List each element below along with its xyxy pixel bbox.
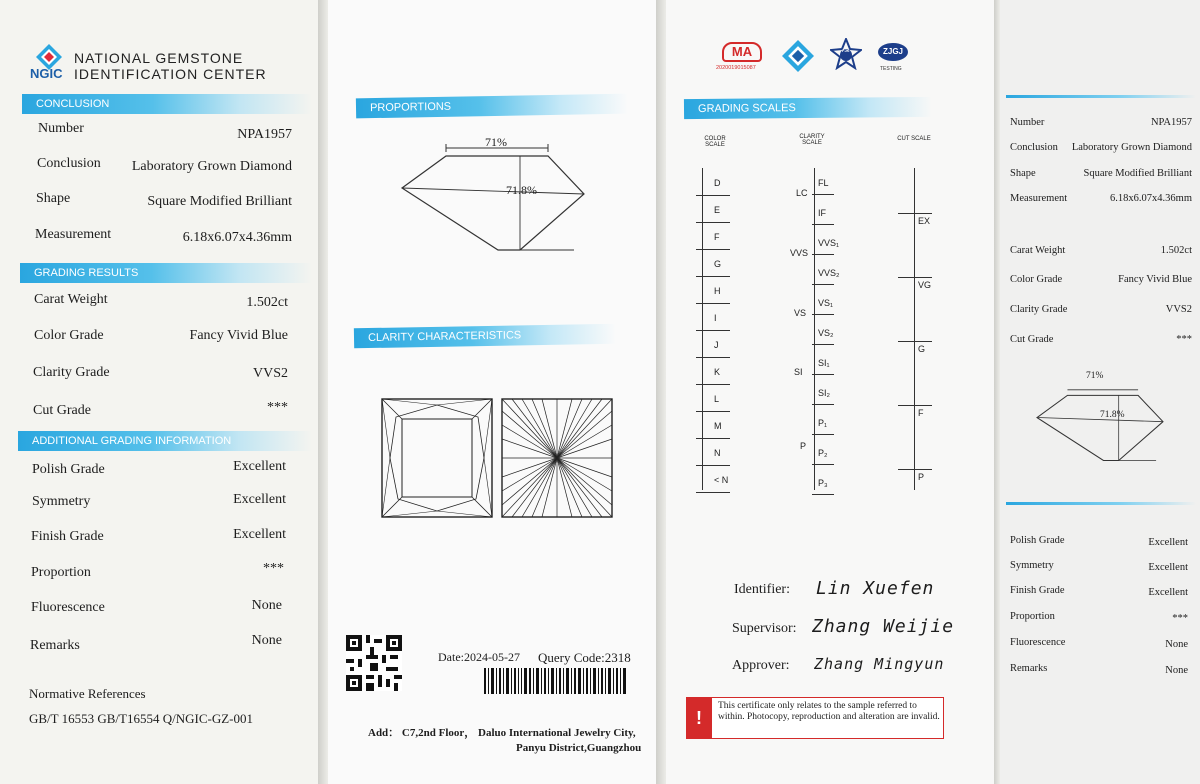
color-scale-tick: [696, 303, 730, 304]
shape-label: Shape: [36, 191, 71, 206]
clarity-scale-grade: P₃: [818, 478, 828, 488]
summary-bar-bottom: [1006, 502, 1196, 505]
fluorescence-value: None: [251, 598, 282, 613]
table-percent: 71%: [485, 135, 507, 149]
approver-signature: Zhang Mingyun: [814, 655, 945, 673]
clarity-scale-line: [814, 168, 815, 490]
color-scale-grade: K: [714, 367, 721, 377]
remarks-value: None: [251, 633, 282, 648]
color-scale-tick: [696, 465, 730, 466]
color-scale-line: [702, 168, 703, 490]
summary-label: Fluorescence: [1010, 637, 1066, 648]
cma-logo-icon: MA: [722, 42, 762, 62]
normative-text: GB/T 16553 GB/T16554 Q/NGIC-GZ-001: [29, 711, 254, 726]
carat-label: Carat Weight: [34, 292, 108, 307]
grading-results-banner: GRADING RESULTS: [20, 263, 312, 283]
summary-value: Excellent: [1148, 562, 1188, 573]
summary-value: ***: [1172, 613, 1188, 624]
shape-value: Square Modified Brilliant: [147, 194, 292, 209]
color-scale-grade: M: [714, 421, 722, 431]
color-scale-grade: L: [714, 394, 720, 404]
supervisor-signature: Zhang Weijie: [812, 616, 955, 637]
clarity-scale-grade: SI₂: [818, 388, 830, 398]
summary-label: Measurement: [1010, 193, 1068, 204]
summary-value: Laboratory Grown Diamond: [1071, 142, 1192, 153]
fjk-star-icon: [830, 38, 862, 70]
color-scale-grade: J: [714, 340, 719, 350]
summary-label: Carat Weight: [1010, 245, 1066, 256]
cut-scale-head: CUT SCALE: [897, 136, 931, 142]
query-code: Query Code:2318: [538, 650, 631, 665]
summary-value: None: [1165, 665, 1188, 676]
color-scale-tick: [696, 330, 730, 331]
clarity-scale-head: CLARITY SCALE: [799, 134, 825, 146]
cma-number: 2020019015087: [716, 65, 756, 71]
cut-scale-grade: P: [918, 472, 925, 482]
ngic-logo-icon: [782, 40, 814, 72]
summary-label: Cut Grade: [1010, 334, 1054, 345]
color-scale-grade: I: [714, 313, 717, 323]
cut-scale-tick: [898, 277, 932, 278]
color-scale-tick: [696, 222, 730, 223]
clarity-scale-tick: [812, 434, 834, 435]
clarity-scale-grade: VS₂: [818, 328, 834, 338]
clarity-scale-tick: [812, 314, 834, 315]
org-name-line1: NATIONAL GEMSTONE: [74, 50, 244, 66]
summary-label: Conclusion: [1010, 142, 1058, 153]
color-scale-grade: F: [714, 232, 720, 242]
cut-grade-label: Cut Grade: [33, 403, 91, 418]
cut-scale-grade: VG: [918, 280, 932, 290]
number-value: NPA1957: [237, 127, 292, 142]
clarity-characteristics-banner: CLARITY CHARACTERISTICS: [354, 324, 616, 349]
summary-value: Square Modified Brilliant: [1083, 168, 1192, 179]
middle-left-panel: [328, 0, 658, 784]
approver-label: Approver:: [732, 658, 790, 673]
summary-label: Clarity Grade: [1010, 304, 1068, 315]
color-scale-tick: [696, 276, 730, 277]
clarity-scale-grade: P₂: [818, 448, 828, 458]
supervisor-label: Supervisor:: [732, 621, 797, 636]
additional-info-banner: ADDITIONAL GRADING INFORMATION: [18, 431, 312, 451]
color-scale-tick: [696, 195, 730, 196]
cut-grade-value: ***: [267, 400, 288, 415]
clarity-scale-grade: P₁: [818, 418, 828, 428]
warning-icon: !: [686, 697, 712, 739]
clarity-scale-grade: VS₁: [818, 298, 834, 308]
left-panel: [0, 0, 318, 784]
finish-label: Finish Grade: [31, 529, 104, 544]
clarity-scale-tick: [812, 404, 834, 405]
summary-value: NPA1957: [1150, 117, 1192, 128]
fluorescence-label: Fluorescence: [31, 600, 105, 615]
clarity-scale-grade: IF: [818, 208, 826, 218]
grading-scales-banner: GRADING SCALES: [684, 97, 932, 119]
clarity-group-vvs: VVS: [790, 248, 809, 258]
summary-value: VVS2: [1165, 304, 1192, 315]
color-scale-tick: [696, 249, 730, 250]
notice-text: This certificate only relates to the sample referred to within. Photocopy, reproduction and alteration are invalid.: [718, 701, 940, 722]
right-summary-panel: [1000, 0, 1200, 784]
fjk-label: FJK: [842, 48, 850, 53]
conclusion-value: Laboratory Grown Diamond: [131, 159, 292, 174]
summary-label: Symmetry: [1010, 560, 1054, 571]
cut-scale-line: [914, 168, 915, 490]
org-name-line2: IDENTIFICATION CENTER: [74, 66, 267, 82]
depth-percent: 71.8%: [506, 183, 537, 197]
clarity-group-vs: VS: [794, 308, 807, 318]
measurement-label: Measurement: [35, 227, 112, 242]
summary-bar-top: [1006, 95, 1196, 98]
summary-value: 6.18x6.07x4.36mm: [1110, 193, 1192, 204]
cut-scale-tick: [898, 213, 932, 214]
clarity-scale-grade: SI₁: [818, 358, 830, 368]
color-scale-tick: [696, 384, 730, 385]
testing-label: TESTING: [880, 66, 902, 72]
identifier-signature: Lin Xuefen: [816, 578, 935, 599]
color-scale-grade: < N: [714, 475, 729, 485]
fold-line: [656, 0, 666, 784]
number-label: Number: [38, 121, 84, 136]
finish-value: Excellent: [233, 527, 286, 542]
issue-date: Date:2024-05-27: [438, 650, 520, 664]
clarity-scale-tick: [812, 284, 834, 285]
color-scale-grade: G: [714, 259, 722, 269]
summary-table-percent: 71%: [1086, 371, 1104, 381]
clarity-scale-tick: [812, 224, 834, 225]
summary-label: Number: [1010, 117, 1045, 128]
address-line2: Panyu District,Guangzhou: [516, 742, 642, 754]
pavilion-plot-diagram: [500, 397, 614, 519]
color-scale-grade: N: [714, 448, 721, 458]
polish-label: Polish Grade: [32, 462, 105, 477]
middle-right-panel: [666, 0, 996, 784]
color-scale-grade: E: [714, 205, 721, 215]
clarity-scale-tick: [812, 464, 834, 465]
summary-depth-percent: 71.8%: [1100, 410, 1125, 420]
org-abbr: NGIC: [30, 66, 63, 81]
clarity-scale-tick: [812, 494, 834, 495]
measurement-value: 6.18x6.07x4.36mm: [182, 230, 292, 245]
color-scale-tick: [696, 492, 730, 493]
identifier-label: Identifier:: [734, 582, 790, 597]
summary-value: Excellent: [1148, 537, 1188, 548]
symmetry-label: Symmetry: [32, 494, 91, 509]
fold-line: [318, 0, 328, 784]
clarity-grade-value: VVS2: [252, 366, 288, 381]
cut-scale-grade: F: [918, 408, 924, 418]
carat-value: 1.502ct: [246, 295, 288, 310]
clarity-group-lc: LC: [796, 188, 808, 198]
clarity-grade-label: Clarity Grade: [33, 365, 110, 380]
remarks-label: Remarks: [30, 638, 80, 653]
color-scale-tick: [696, 357, 730, 358]
polish-value: Excellent: [233, 459, 286, 474]
color-scale-grade: H: [714, 286, 721, 296]
summary-value: ***: [1176, 334, 1192, 345]
cut-scale-tick: [898, 405, 932, 406]
summary-value: Excellent: [1148, 587, 1188, 598]
clarity-scale-tick: [812, 374, 834, 375]
summary-label: Remarks: [1010, 663, 1048, 674]
address-line1: Add： C7,2nd Floor， Daluo International Jewelry City,: [368, 727, 636, 739]
conclusion-label: Conclusion: [37, 156, 101, 171]
summary-label: Polish Grade: [1010, 535, 1065, 546]
clarity-scale-tick: [812, 254, 834, 255]
proportion-value: ***: [263, 561, 284, 576]
clarity-scale-grade: VVS₂: [818, 268, 840, 278]
clarity-scale-grade: FL: [818, 178, 829, 188]
proportions-banner: PROPORTIONS: [356, 94, 628, 119]
color-scale-head: COLOR SCALE: [704, 136, 726, 148]
clarity-scale-tick: [812, 194, 834, 195]
summary-value: 1.502ct: [1160, 245, 1192, 256]
zjgj-logo-icon: ZJGJ: [878, 43, 908, 61]
color-grade-label: Color Grade: [34, 328, 104, 343]
barcode-icon: [484, 668, 628, 694]
proportion-label: Proportion: [31, 565, 91, 580]
clarity-group-p: P: [800, 441, 807, 451]
summary-label: Finish Grade: [1010, 585, 1065, 596]
cut-scale-grade: G: [918, 344, 926, 354]
summary-label: Proportion: [1010, 611, 1055, 622]
cut-scale-tick: [898, 469, 932, 470]
conclusion-banner: CONCLUSION: [22, 94, 312, 114]
color-scale-grade: D: [714, 178, 721, 188]
clarity-group-si: SI: [794, 367, 803, 377]
clarity-scale-tick: [812, 344, 834, 345]
cut-scale-tick: [898, 341, 932, 342]
summary-value: Fancy Vivid Blue: [1118, 274, 1192, 285]
symmetry-value: Excellent: [233, 492, 286, 507]
summary-label: Color Grade: [1010, 274, 1063, 285]
summary-proportions-diagram: [1030, 376, 1170, 466]
color-scale-tick: [696, 411, 730, 412]
cut-scale-grade: EX: [918, 216, 931, 226]
crown-plot-diagram: [380, 397, 494, 519]
color-scale-tick: [696, 438, 730, 439]
summary-value: None: [1165, 639, 1188, 650]
color-grade-value: Fancy Vivid Blue: [189, 328, 288, 343]
clarity-scale-grade: VVS₁: [818, 238, 840, 248]
summary-label: Shape: [1010, 168, 1036, 179]
normative-title: Normative References: [29, 686, 146, 701]
qr-code-icon: [346, 634, 402, 692]
